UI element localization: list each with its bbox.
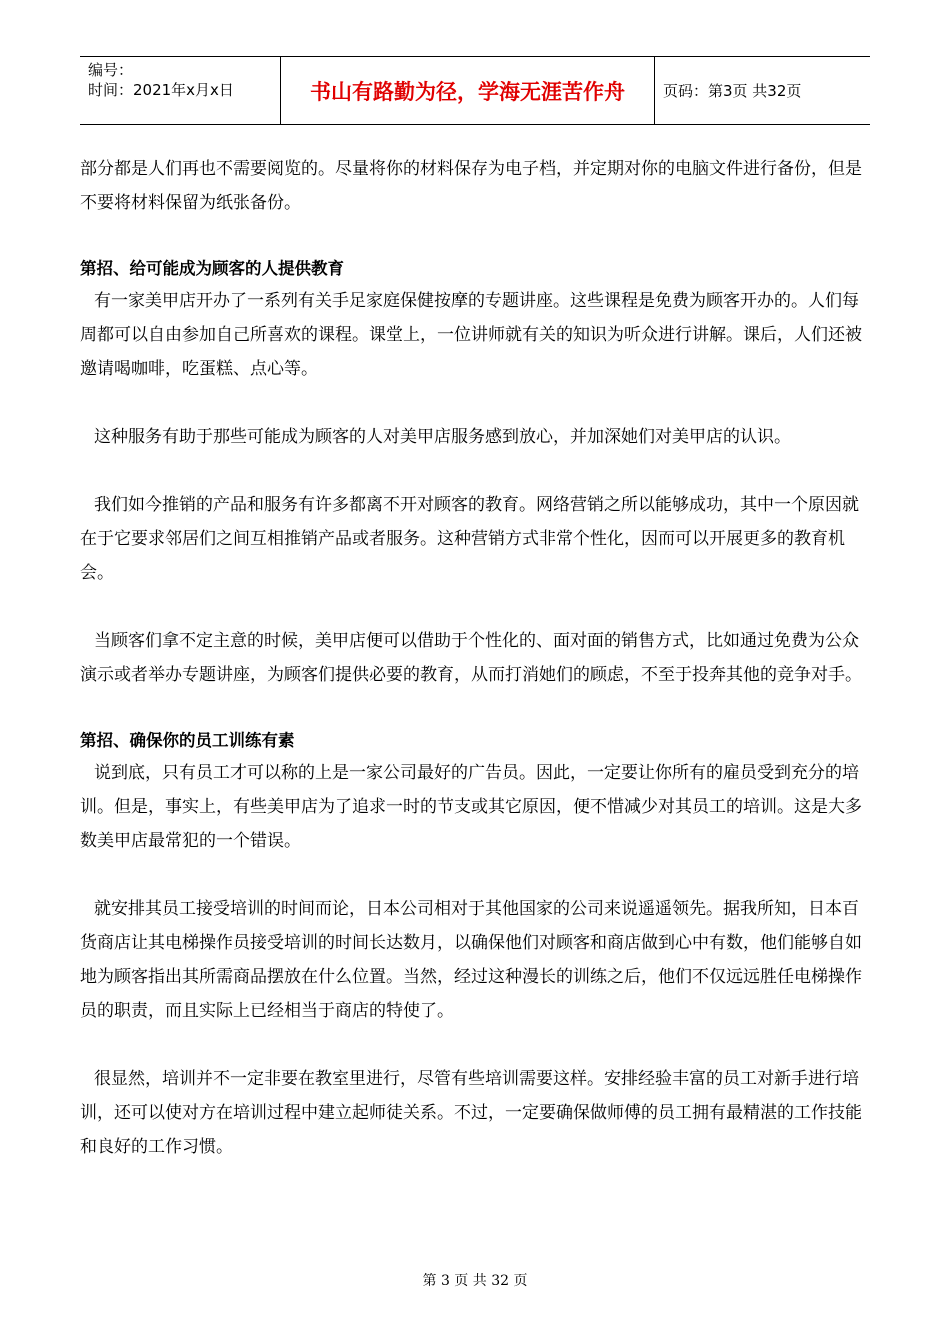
doc-number-label: 编号： — [88, 61, 134, 79]
paragraph: 有一家美甲店开办了一系列有关手足家庭保健按摩的专题讲座。这些课程是免费为顾客开办的。人们每周都可以自由参加自己所喜欢的课程。课堂上，一位讲师就有关的知识为听众进行讲解。课后，人们还被邀请喝咖啡，吃蛋糕、点心等。 — [80, 291, 862, 379]
section-heading: 第招、确保你的员工训练有素 — [80, 731, 295, 750]
doc-time-label: 时间：2021年x月x日 — [88, 81, 234, 99]
header-page-info: 页码：第3页 共32页 — [663, 82, 802, 100]
page-footer: 第 3 页 共 32 页 — [422, 1273, 528, 1289]
header-motto: 书山有路勤为径，学海无涯苦作舟 — [281, 57, 655, 124]
paragraph: 这种服务有助于那些可能成为顾客的人对美甲店服务感到放心，并加深她们对美甲店的认识。 — [94, 427, 791, 447]
header-meta — [80, 57, 281, 124]
paragraph: 就安排其员工接受培训的时间而论，日本公司相对于其他国家的公司来说遥遥领先。据我所知，日本百货商店让其电梯操作员接受培训的时间长达数月，以确保他们对顾客和商店做到心中有数，他们能够自如地为顾客指出其所需商品摆放在什么位置。当然，经过这种漫长的训练之后，他们不仅远远胜任电梯操作员的职责，而且实际上已经相当于商店的特使了。 — [80, 899, 862, 1021]
paragraph: 很显然，培训并不一定非要在教室里进行，尽管有些培训需要这样。安排经验丰富的员工对新手进行培训，还可以使对方在培训过程中建立起师徒关系。不过，一定要确保做师傅的员工拥有最精湛的工作技能和良好的工作习惯。 — [80, 1069, 862, 1157]
paragraph: 我们如今推销的产品和服务有许多都离不开对顾客的教育。网络营销之所以能够成功，其中一个原因就在于它要求邻居们之间互相推销产品或者服务。这种营销方式非常个性化，因而可以开展更多的教育机会。 — [80, 495, 859, 583]
page-header — [80, 56, 870, 125]
document-body — [80, 152, 872, 1164]
section-heading: 第招、给可能成为顾客的人提供教育 — [80, 259, 344, 278]
paragraph: 说到底，只有员工才可以称的上是一家公司最好的广告员。因此，一定要让你所有的雇员受到充分的培训。但是，事实上，有些美甲店为了追求一时的节支或其它原因，便不惜减少对其员工的培训。这是大多数美甲店最常犯的一个错误。 — [80, 763, 862, 851]
paragraph: 部分都是人们再也不需要阅览的。尽量将你的材料保存为电子档，并定期对你的电脑文件进行备份，但是不要将材料保留为纸张备份。 — [80, 159, 862, 213]
paragraph: 当顾客们拿不定主意的时候，美甲店便可以借助于个性化的、面对面的销售方式，比如通过免费为公众演示或者举办专题讲座，为顾客们提供必要的教育，从而打消她们的顾虑，不至于投奔其他的竞争对手。 — [80, 631, 862, 685]
